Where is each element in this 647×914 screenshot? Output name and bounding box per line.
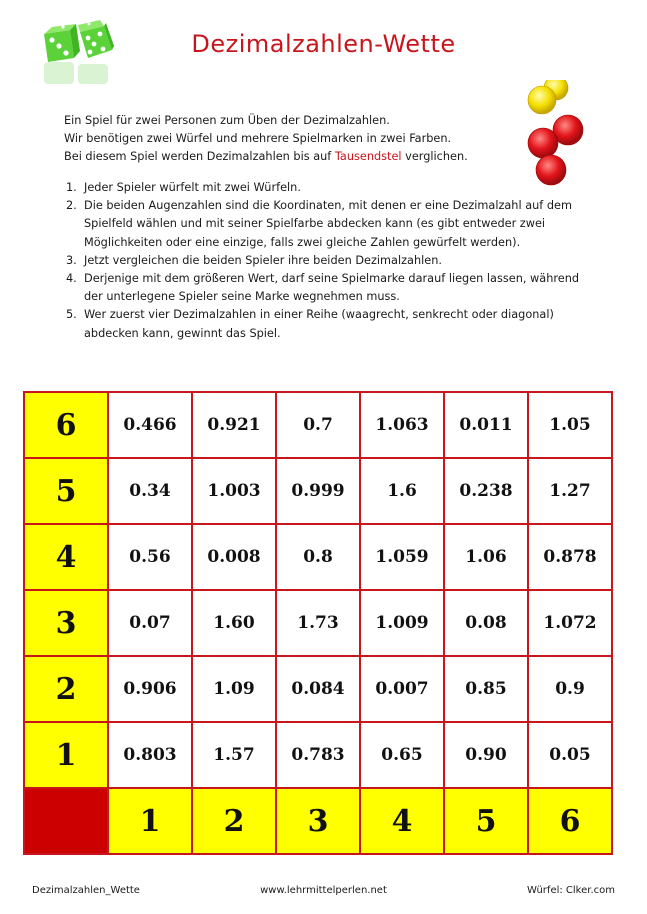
board-cell: 0.878 xyxy=(528,524,612,590)
board-cell: 0.466 xyxy=(108,392,192,458)
board-cell: 0.8 xyxy=(276,524,360,590)
board-cell: 0.7 xyxy=(276,392,360,458)
column-label: 6 xyxy=(528,788,612,854)
column-label: 3 xyxy=(276,788,360,854)
rule-item: 1. Jeder Spieler würfelt mit zwei Würfeln. xyxy=(66,181,301,194)
board-cell: 0.007 xyxy=(360,656,444,722)
board-cell: 1.73 xyxy=(276,590,360,656)
intro-line: Bei diesem Spiel werden Dezimalzahlen bis auf Tausendstel verglichen. xyxy=(64,150,468,163)
board-cell: 1.09 xyxy=(192,656,276,722)
board-cell: 0.803 xyxy=(108,722,192,788)
board-cell: 1.003 xyxy=(192,458,276,524)
column-label: 1 xyxy=(108,788,192,854)
page-title: Dezimalzahlen-Wette xyxy=(191,30,456,58)
board-row xyxy=(24,524,612,590)
intro-line: Ein Spiel für zwei Personen zum Üben der Dezimalzahlen. xyxy=(64,114,390,127)
footer-right: Würfel: Clker.com xyxy=(526,885,615,896)
board-cell: 0.90 xyxy=(444,722,528,788)
rules-list xyxy=(64,179,594,343)
board-cell: 0.07 xyxy=(108,590,192,656)
board-cell: 0.906 xyxy=(108,656,192,722)
board-cell: 0.238 xyxy=(444,458,528,524)
board-cell: 1.059 xyxy=(360,524,444,590)
board-cell: 1.05 xyxy=(528,392,612,458)
board-cell: 0.05 xyxy=(528,722,612,788)
board-cell: 1.6 xyxy=(360,458,444,524)
row-label: 1 xyxy=(24,722,108,788)
board-row xyxy=(24,722,612,788)
footer-center: www.lehrmittelperlen.net xyxy=(260,885,387,896)
corner-cell xyxy=(24,788,108,854)
board-cell: 0.08 xyxy=(444,590,528,656)
column-label-row xyxy=(24,788,612,854)
rule-item: 4. Derjenige mit dem größeren Wert, darf seine Spielmarke darauf liegen lassen, während der unterlegene Spieler seine Marke wegnehmen muss. xyxy=(66,272,580,304)
rule-item: 5. Wer zuerst vier Dezimalzahlen in einer Reihe (waagrecht, senkrecht oder diagonal) abdecken kann, gewinnt das Spiel. xyxy=(66,308,554,340)
board-cell: 1.072 xyxy=(528,590,612,656)
rule-item: 3. Jetzt vergleichen die beiden Spieler ihre beiden Dezimalzahlen. xyxy=(66,253,442,267)
intro-line: Wir benötigen zwei Würfel und mehrere Spielmarken in zwei Farben. xyxy=(64,132,452,145)
rule-item: 2. Die beiden Augenzahlen sind die Koordinaten, mit denen er eine Dezimalzahl auf dem Spielfeld wählen und mit seiner Spielfarbe abdecken kann (es gibt entweder zwei Möglichkeiten oder eine einzige, falls zwei gleiche Zahlen gewürfelt werden). xyxy=(66,199,572,249)
row-label: 5 xyxy=(24,458,108,524)
column-label: 5 xyxy=(444,788,528,854)
intro-text xyxy=(64,112,584,166)
board-cell: 0.011 xyxy=(444,392,528,458)
board-cell: 0.999 xyxy=(276,458,360,524)
board-row xyxy=(24,458,612,524)
board-cell: 1.06 xyxy=(444,524,528,590)
row-label: 6 xyxy=(24,392,108,458)
board-row xyxy=(24,656,612,722)
board-cell: 0.921 xyxy=(192,392,276,458)
footer-left: Dezimalzahlen_Wette xyxy=(32,885,140,896)
board-cell: 1.009 xyxy=(360,590,444,656)
board-cell: 1.063 xyxy=(360,392,444,458)
column-label: 4 xyxy=(360,788,444,854)
board-cell: 0.56 xyxy=(108,524,192,590)
highlight-word: Tausendstel xyxy=(334,150,402,163)
board-cell: 1.57 xyxy=(192,722,276,788)
board-cell: 0.85 xyxy=(444,656,528,722)
board-cell: 0.65 xyxy=(360,722,444,788)
row-label: 4 xyxy=(24,524,108,590)
board-row xyxy=(24,392,612,458)
board-cell: 0.9 xyxy=(528,656,612,722)
column-label: 2 xyxy=(192,788,276,854)
board-cell: 1.60 xyxy=(192,590,276,656)
row-label: 3 xyxy=(24,590,108,656)
board-row xyxy=(24,590,612,656)
board-cell: 0.008 xyxy=(192,524,276,590)
board-cell: 0.084 xyxy=(276,656,360,722)
game-board xyxy=(23,391,613,855)
board-cell: 0.783 xyxy=(276,722,360,788)
board-cell: 1.27 xyxy=(528,458,612,524)
board-cell: 0.34 xyxy=(108,458,192,524)
row-label: 2 xyxy=(24,656,108,722)
